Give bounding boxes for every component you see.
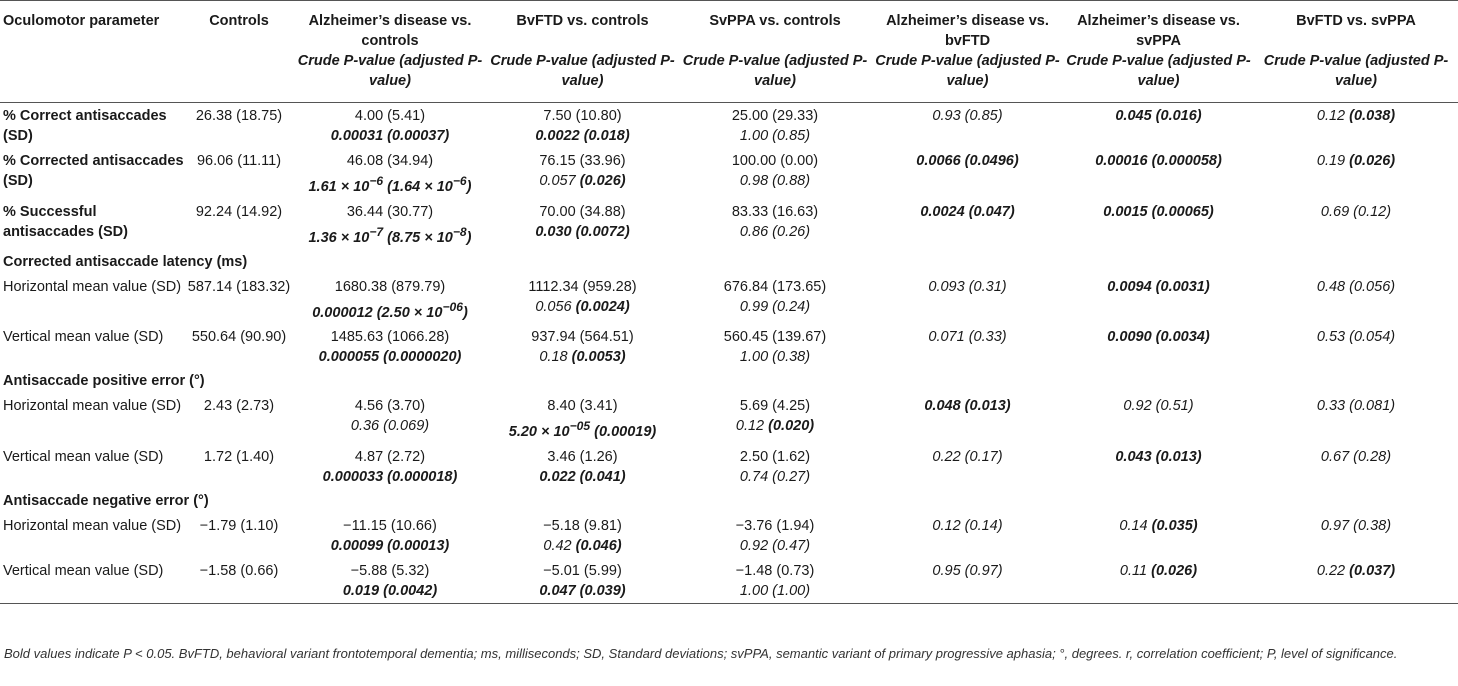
bvftd-vs-svppa-p [1254, 148, 1458, 199]
crude-p: 0.19 [1316, 153, 1346, 169]
controls-value: −1.79 (1.10) [199, 518, 279, 535]
bvftd-vs-controls-cell [487, 444, 678, 489]
group-value: 100.00 (0.00) [731, 153, 819, 169]
section-row [0, 250, 1458, 274]
table-row [0, 274, 1458, 325]
row-label: Vertical mean value (SD) [3, 449, 164, 466]
header-row [0, 1, 1458, 52]
controls-value: 587.14 (183.32) [187, 278, 291, 295]
table-row [0, 199, 1458, 250]
svppa-vs-controls-cell [678, 513, 872, 558]
group-value: 8.40 (3.41) [547, 398, 618, 415]
p-value: 0.98 (0.88) [739, 173, 811, 189]
header-svppa-vs-controls: SvPPA vs. controls [678, 1, 872, 52]
group-value: −5.18 (9.81) [543, 518, 622, 535]
p-value: 1.00 (0.85) [739, 128, 811, 144]
p-value: 0.056 (0.0024) [535, 298, 630, 315]
ad-vs-bvftd-p: 0.12 (0.14) [932, 518, 1003, 535]
ad-vs-svppa-p: 0.0090 (0.0034) [1107, 329, 1210, 346]
crude-p: 0.11 [1119, 563, 1148, 580]
group-value: 70.00 (34.88) [539, 203, 626, 220]
p-value: 0.99 (0.24) [739, 298, 811, 315]
bvftd-vs-svppa-p: 0.33 (0.081) [1316, 398, 1396, 415]
svppa-vs-controls-cell [678, 199, 872, 250]
table-row [0, 558, 1458, 604]
bvftd-vs-svppa-p [1254, 558, 1458, 604]
controls-value: 26.38 (18.75) [195, 108, 283, 124]
controls-value: 92.24 (14.92) [195, 203, 283, 220]
ad-vs-bvftd-p: 0.071 (0.33) [928, 329, 1007, 346]
bvftd-vs-controls-cell [487, 558, 678, 604]
bvftd-vs-svppa-p: 0.67 (0.28) [1320, 449, 1392, 466]
ad-vs-controls-cell [293, 148, 487, 199]
header-parameter: Oculomotor parameter [0, 1, 185, 52]
group-value: −11.15 (10.66) [343, 518, 437, 535]
ad-vs-controls-cell [293, 558, 487, 604]
adjusted-p: (0.038) [1349, 108, 1396, 124]
group-value: 1680.38 (879.79) [334, 278, 446, 295]
table-row [0, 444, 1458, 489]
ad-vs-svppa-p [1063, 558, 1254, 604]
bvftd-vs-controls-cell [487, 199, 678, 250]
bvftd-vs-svppa-p: 0.53 (0.054) [1316, 329, 1396, 346]
svppa-vs-controls-cell [678, 103, 872, 149]
group-value: 4.00 (5.41) [354, 108, 426, 124]
group-value: 76.15 (33.96) [539, 153, 626, 169]
p-value: 0.022 (0.041) [539, 469, 626, 486]
table-row [0, 393, 1458, 444]
group-value: 560.45 (139.67) [723, 329, 827, 346]
svppa-vs-controls-cell [678, 324, 872, 369]
ad-vs-bvftd-p: 0.0066 (0.0496) [916, 153, 1019, 169]
p-value: $5.20 \times 10^{-05}$ (0.00019) [508, 419, 657, 441]
group-value: 25.00 (29.33) [731, 108, 819, 124]
ad-vs-controls-cell [293, 324, 487, 369]
ad-vs-svppa-p: 0.0015 (0.00065) [1103, 203, 1214, 220]
ad-vs-controls-cell [293, 274, 487, 325]
p-value: 0.0022 (0.018) [535, 128, 630, 144]
bvftd-vs-controls-cell [487, 393, 678, 444]
ad-vs-svppa-p: 0.0094 (0.0031) [1107, 278, 1210, 295]
group-value: 36.44 (30.77) [346, 203, 434, 220]
svppa-vs-controls-cell [678, 444, 872, 489]
p-value: 0.000055 (0.0000020) [318, 349, 462, 366]
group-value: −5.01 (5.99) [543, 563, 622, 580]
table-row [0, 324, 1458, 369]
svppa-vs-controls-cell [678, 148, 872, 199]
p-value: 1.00 (1.00) [739, 583, 811, 600]
bvftd-vs-controls-cell [487, 274, 678, 325]
group-value: −1.48 (0.73) [735, 563, 815, 580]
ad-vs-svppa-p: 0.045 (0.016) [1115, 108, 1202, 124]
subheader-row [0, 51, 1458, 103]
crude-p: 0.14 [1119, 518, 1148, 535]
p-value: $1.36 \times 10^{-7}$ $(8.75 \times 10^{-8})$ [308, 224, 472, 246]
adjusted-p: (0.026) [1151, 563, 1198, 580]
bvftd-vs-controls-cell [487, 324, 678, 369]
bvftd-vs-controls-cell [487, 103, 678, 149]
group-value: 1112.34 (959.28) [528, 278, 637, 295]
p-value: 0.047 (0.039) [539, 583, 626, 600]
bvftd-vs-svppa-p [1254, 103, 1458, 149]
ad-vs-bvftd-p: 0.95 (0.97) [872, 558, 1063, 604]
p-value: 0.000012 $(2.50 \times 10^{-06})$ [312, 299, 468, 321]
ad-vs-svppa-p [1063, 513, 1254, 558]
header-bvftd-vs-svppa: BvFTD vs. svPPA [1254, 1, 1458, 52]
bvftd-vs-svppa-p: 0.97 (0.38) [1320, 518, 1392, 535]
header-bvftd-vs-controls: BvFTD vs. controls [487, 1, 678, 52]
ad-vs-controls-cell [293, 513, 487, 558]
bvftd-vs-controls-cell [487, 513, 678, 558]
subheader-pvalue: Crude P-value (adjusted P-value) [487, 51, 678, 103]
group-value: 1485.63 (1066.28) [330, 329, 450, 346]
svppa-vs-controls-cell [678, 274, 872, 325]
ad-vs-bvftd-p: 0.048 (0.013) [924, 398, 1011, 415]
bvftd-vs-svppa-p: 0.48 (0.056) [1316, 278, 1396, 295]
p-value: 0.86 (0.26) [739, 223, 811, 240]
subheader-pvalue: Crude P-value (adjusted P-value) [1254, 51, 1458, 103]
controls-value: −1.58 (0.66) [185, 558, 293, 604]
p-value: 1.00 (0.38) [739, 349, 811, 366]
adjusted-p: (0.037) [1349, 563, 1396, 580]
ad-vs-svppa-p: 0.92 (0.51) [1123, 398, 1194, 415]
crude-p: 0.22 [1316, 563, 1346, 580]
subheader-pvalue: Crude P-value (adjusted P-value) [293, 51, 487, 103]
controls-value: 550.64 (90.90) [191, 329, 287, 346]
group-value: 3.46 (1.26) [547, 449, 618, 466]
controls-value: 96.06 (11.11) [196, 153, 282, 169]
ad-vs-bvftd-p: 0.93 (0.85) [932, 108, 1003, 124]
row-label: % Corrected antisaccades (SD) [3, 153, 184, 189]
p-value: 0.74 (0.27) [739, 469, 811, 486]
ad-vs-svppa-p: 0.043 (0.013) [1115, 449, 1202, 466]
section-row [0, 489, 1458, 513]
svppa-vs-controls-cell [678, 393, 872, 444]
group-value: −3.76 (1.94) [735, 518, 815, 535]
ad-vs-controls-cell [293, 103, 487, 149]
table-footnote: Bold values indicate P < 0.05. BvFTD, behavioral variant frontotemporal dementia; ms, milliseconds; SD, Standard deviations; svPPA, semantic variant of primary progressive aphasia; °, degrees. r, correlation coefficient; P, level of significance. [4, 646, 1398, 661]
p-value: 0.030 (0.0072) [535, 223, 630, 240]
subheader-pvalue: Crude P-value (adjusted P-value) [1063, 51, 1254, 103]
table-row [0, 148, 1458, 199]
row-label: Vertical mean value (SD) [3, 329, 164, 346]
group-value: 83.33 (16.63) [731, 203, 819, 220]
group-value: −5.88 (5.32) [350, 563, 430, 580]
header-controls: Controls [185, 1, 293, 52]
subheader-pvalue: Crude P-value (adjusted P-value) [872, 51, 1063, 103]
header-ad-vs-bvftd: Alzheimer’s disease vs. bvFTD [872, 1, 1063, 52]
p-value: $1.61 \times 10^{-6}$ $(1.64 \times 10^{-6})$ [308, 174, 472, 195]
group-value: 676.84 (173.65) [723, 278, 827, 295]
ad-vs-bvftd-p: 0.093 (0.31) [928, 278, 1007, 295]
group-value: 7.50 (10.80) [543, 108, 622, 124]
crude-p: 0.12 [1316, 108, 1346, 124]
p-value: 0.36 (0.069) [350, 418, 430, 435]
table-row [0, 513, 1458, 558]
p-value: 0.00099 (0.00013) [330, 538, 450, 555]
svppa-vs-controls-cell [678, 558, 872, 604]
header-ad-vs-controls: Alzheimer’s disease vs. controls [293, 1, 487, 52]
table-row [0, 103, 1458, 149]
group-value: 5.69 (4.25) [739, 398, 811, 415]
header-ad-vs-svppa: Alzheimer’s disease vs. svPPA [1063, 1, 1254, 52]
p-value: 0.92 (0.47) [739, 538, 811, 555]
ad-vs-controls-cell [293, 393, 487, 444]
p-value: 0.057 (0.026) [539, 173, 626, 189]
section-title: Antisaccade negative error (°) [3, 493, 209, 510]
ad-vs-bvftd-p: 0.0024 (0.047) [920, 203, 1015, 220]
row-label: Horizontal mean value (SD) [3, 278, 182, 295]
subheader-pvalue: Crude P-value (adjusted P-value) [678, 51, 872, 103]
row-label: Horizontal mean value (SD) [3, 398, 182, 415]
group-value: 4.87 (2.72) [354, 449, 426, 466]
p-value: 0.12 (0.020) [735, 418, 815, 435]
controls-value: 2.43 (2.73) [203, 398, 275, 415]
controls-value: 1.72 (1.40) [203, 449, 275, 466]
bvftd-vs-controls-cell [487, 148, 678, 199]
bvftd-vs-svppa-p: 0.69 (0.12) [1320, 203, 1392, 220]
group-value: 2.50 (1.62) [739, 449, 811, 466]
row-label: Vertical mean value (SD) [0, 558, 185, 604]
p-value: 0.000033 (0.000018) [322, 469, 458, 486]
ad-vs-controls-cell [293, 444, 487, 489]
row-label: % Correct antisaccades (SD) [3, 108, 167, 144]
adjusted-p: (0.026) [1349, 153, 1396, 169]
adjusted-p: (0.035) [1151, 518, 1198, 535]
section-title: Corrected antisaccade latency (ms) [3, 253, 248, 270]
ad-vs-svppa-p: 0.00016 (0.000058) [1095, 153, 1222, 169]
section-title: Antisaccade positive error (°) [3, 373, 205, 390]
row-label: % Successful antisaccades (SD) [3, 203, 128, 240]
p-value: 0.019 (0.0042) [342, 583, 438, 600]
group-value: 46.08 (34.94) [346, 153, 434, 169]
p-value: 0.42 (0.046) [543, 538, 622, 555]
ad-vs-controls-cell [293, 199, 487, 250]
row-label: Horizontal mean value (SD) [3, 518, 182, 535]
section-row [0, 369, 1458, 393]
group-value: 937.94 (564.51) [531, 329, 634, 346]
p-value: 0.18 (0.0053) [539, 349, 626, 366]
group-value: 4.56 (3.70) [354, 398, 426, 415]
ad-vs-bvftd-p: 0.22 (0.17) [932, 449, 1003, 466]
p-value: 0.00031 (0.00037) [330, 128, 450, 144]
